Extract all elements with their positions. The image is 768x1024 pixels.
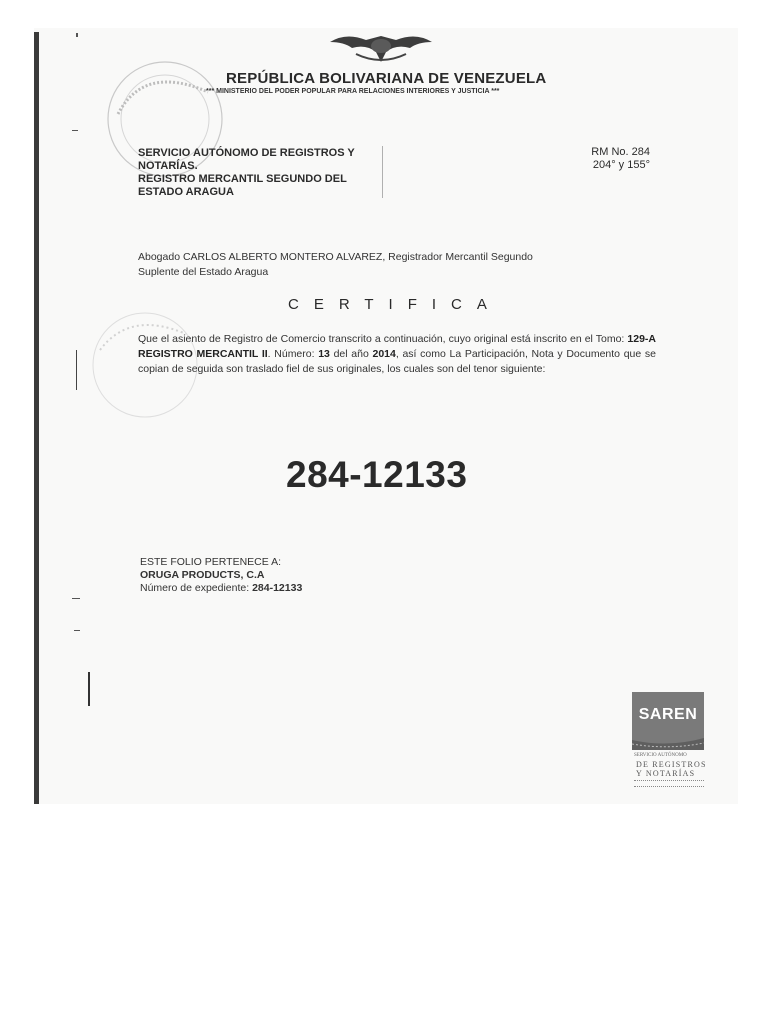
scan-mark [72, 598, 80, 599]
office-line: SERVICIO AUTÓNOMO DE REGISTROS Y [138, 147, 355, 159]
office-line: ESTADO ARAGUA [138, 186, 234, 198]
folio-block [140, 556, 440, 595]
ministry-subtitle: *** MINISTERIO DEL PODER POPULAR PARA RELACIONES INTERIORES Y JUSTICIA *** [206, 88, 500, 95]
expediente-label: Número de expediente: [140, 582, 253, 594]
attorney-line: Abogado CARLOS ALBERTO MONTERO ALVAREZ, Registrador Mercantil Segundo [138, 251, 533, 263]
body-text-part: . Número: [267, 348, 319, 360]
numero-value: 13 [318, 348, 330, 360]
certifica-heading: CERTIFICA [288, 296, 502, 313]
rm-label: RM No. 284 [591, 146, 650, 158]
scan-edge [34, 32, 39, 804]
anio-value: 2014 [372, 348, 396, 360]
scan-mark [76, 33, 78, 37]
scan-mark [74, 630, 80, 631]
attorney-line: Suplente del Estado Aragua [138, 266, 269, 278]
saren-logo-text: SAREN [638, 706, 698, 723]
office-line: NOTARÍAS. [138, 160, 198, 172]
saren-tagline: DE REGISTROS [636, 760, 707, 769]
rm-years: 204° y 155° [592, 159, 650, 171]
saren-logo [632, 692, 707, 788]
saren-fine-print [634, 780, 704, 787]
expediente-value: 284-12133 [252, 582, 303, 594]
scan-mark [88, 672, 90, 706]
header-divider [382, 146, 383, 198]
flag-stripe-icon [632, 738, 704, 750]
folio-label: ESTE FOLIO PERTENECE A: [140, 556, 282, 568]
body-text-part: Que el asiento de Registro de Comercio transcrito a continuación, cuyo original está inscrito en el Tomo: [138, 333, 628, 345]
office-name [138, 147, 378, 199]
tomo-value: 129-A REGISTRO MERCANTIL II [138, 333, 656, 360]
attorney-paragraph [138, 250, 638, 280]
expediente-line [140, 582, 440, 595]
registry-number [560, 146, 650, 172]
certification-paragraph [138, 332, 656, 377]
scan-mark [76, 350, 77, 390]
file-number: 284-12133 [286, 454, 468, 495]
body-text-part: , así como La Participación, Nota y Documento que se copian de seguida son traslado fiel de sus originales, los cuales son del tenor siguiente: [138, 348, 656, 375]
saren-tagline: SERVICIO AUTÓNOMO [634, 753, 687, 758]
republic-title: REPÚBLICA BOLIVARIANA DE VENEZUELA [226, 70, 547, 87]
company-name: ORUGA PRODUCTS, C.A [140, 569, 265, 581]
body-text-part: del año [329, 348, 373, 360]
coat-of-arms-icon [326, 30, 436, 66]
scan-mark [72, 130, 78, 131]
saren-tagline: Y NOTARÍAS [636, 769, 696, 778]
office-line: REGISTRO MERCANTIL SEGUNDO DEL [138, 173, 347, 185]
